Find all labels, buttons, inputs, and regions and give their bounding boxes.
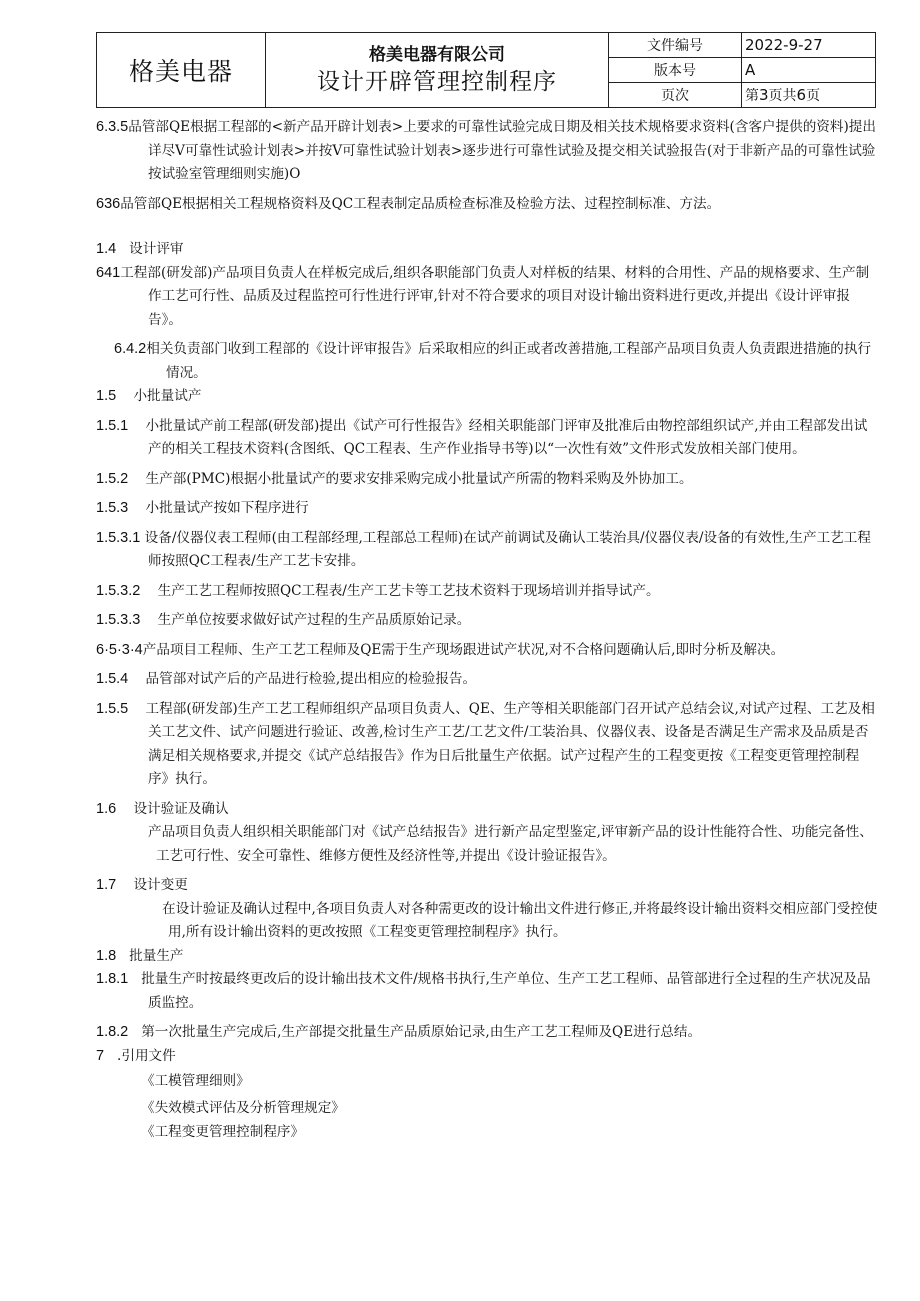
section-1-5-5: 1.5.5 工程部(研发部)生产工艺工程师组织产品项目负责人、QE、生产等相关职能部门召开试产总结会议,对试产过程、工艺及相关工艺文件、试产问题进行验证、改善,检讨生产工艺/工艺文件/工装治具、仪器仪表、设备是否满足生产需求及品质是否满足相关规格要求,并提交《试产总结报告》作为日后批量生产依据。试产过程产生的工程变更按《工程变更管理控制程序》执行。	[96, 700, 875, 787]
heading-design-review: 1.4 设计评审	[96, 241, 184, 257]
section-1-5-3-1: 1.5.3.1 设备/仪器仪表工程师(由工程部经理,工程部总工程师)在试产前调试及确认工装治具/仪器仪表/设备的有效性,生产工艺工程师按照QC工程表/生产工艺卡安排。	[96, 529, 871, 569]
section-1-7-body: 在设计验证及确认过程中,各项目负责人对各种需更改的设计输出文件进行修正,并将最终设计输出资料交相应部门受控使用,所有设计输出资料的更改按照《工程变更管理控制程序》执行。	[162, 900, 878, 940]
section-6-4-2: 6.4.2相关负责部门收到工程部的《设计评审报告》后采取相应的纠正或者改善措施,工程部产品项目负责人负责跟进措施的执行情况。	[114, 341, 872, 381]
section-6-5-3-4: 6·5·3·4产品项目工程师、生产工艺工程师及QE需于生产现场跟进试产状况,对不合格问题确认后,即时分析及解决。	[96, 641, 785, 658]
section-1-5-3: 1.5.3 小批量试产按如下程序进行	[96, 500, 309, 516]
doc-no-label: 文件编号	[609, 33, 742, 58]
section-6-3-5: 6.3.5品管部QE根据工程部的<新产品开辟计划表>上要求的可靠性试验完成日期及相关技术规格要求资料(含客户提供的资料)提出详尽V可靠性试验计划表>并按V可靠性试验计划表>逐步进行可靠性试验及提交相关试验报告(对于非新产品的可靠性试验按试验室管理细则实施)O	[96, 119, 876, 182]
version-label: 版本号	[609, 58, 742, 83]
document-title: 设计开辟管理控制程序	[317, 69, 557, 95]
section-1-5-2: 1.5.2 生产部(PMC)根据小批量试产的要求安排采购完成小批量试产所需的物料采购及外协加工。	[96, 470, 693, 487]
heading-small-batch-trial: 1.5 小批量试产	[96, 388, 202, 404]
company-name: 格美电器有限公司	[369, 45, 505, 65]
section-1-5-3-2: 1.5.3.2 生产工艺工程师按照QC工程表/生产工艺卡等工艺技术资料于现场培训并指导试产。	[96, 582, 660, 599]
heading-referenced-documents: 7 .引用文件	[96, 1047, 176, 1064]
page-label: 页次	[609, 83, 742, 108]
reference-item: 《工模管理细则》	[141, 1073, 250, 1089]
doc-no-value: 2022-9-27	[742, 33, 876, 58]
section-6-4-1: 641工程部(研发部)产品项目负责人在样板完成后,组织各职能部门负责人对样板的结果、材料的合用性、产品的规格要求、生产制作工艺可行性、品质及过程监控可行性进行评审,针对不符合要求的项目对设计输出资料进行更改,并提出《设计评审报告》。	[96, 264, 870, 328]
section-1-6-body: 产品项目负责人组织相关职能部门对《试产总结报告》进行新产品定型鉴定,评审新产品的设计性能符合性、功能完备性、工艺可行性、安全可靠性、维修方便性及经济性等,并提出《设计验证报告》。	[148, 824, 873, 864]
heading-mass-production: 1.8 批量生产	[96, 947, 184, 964]
reference-item: 《工程变更管理控制程序》	[141, 1124, 305, 1140]
version-value: A	[742, 58, 876, 83]
section-1-8-1: 1.8.1 批量生产时按最终更改后的设计输出技术文件/规格书执行,生产单位、生产工艺工程师、品管部进行全过程的生产状况及品质监控。	[96, 971, 871, 1011]
reference-item: 《失效模式评估及分析管理规定》	[141, 1100, 345, 1116]
document-body	[96, 116, 878, 1142]
section-1-5-4: 1.5.4 品管部对试产后的产品进行检验,提出相应的检验报告。	[96, 671, 477, 687]
document-header	[96, 32, 876, 108]
heading-design-change: 1.7 设计变更	[96, 877, 188, 893]
section-1-5-1: 1.5.1 小批量试产前工程部(研发部)提出《试产可行性报告》经相关职能部门评审及批准后由物控部组织试产,并由工程部发出试产的相关工程技术资料(含图纸、QC工程表、生产作业指导书等)以“一次性有效”文件形式发放相关部门使用。	[96, 417, 868, 457]
heading-design-verification: 1.6 设计验证及确认	[96, 800, 229, 817]
section-6-3-6: 636品管部QE根据相关工程规格资料及QC工程表制定品质检查标准及检验方法、过程控制标准、方法。	[96, 195, 721, 212]
page-value: 第3页共6页	[742, 83, 876, 108]
brand-logo-text: 格美电器	[97, 33, 266, 108]
section-1-8-2: 1.8.2 第一次批量生产完成后,生产部提交批量生产品质原始记录,由生产工艺工程师及QE进行总结。	[96, 1024, 702, 1040]
title-block	[266, 33, 609, 108]
section-1-5-3-3: 1.5.3.3 生产单位按要求做好试产过程的生产品质原始记录。	[96, 612, 471, 628]
